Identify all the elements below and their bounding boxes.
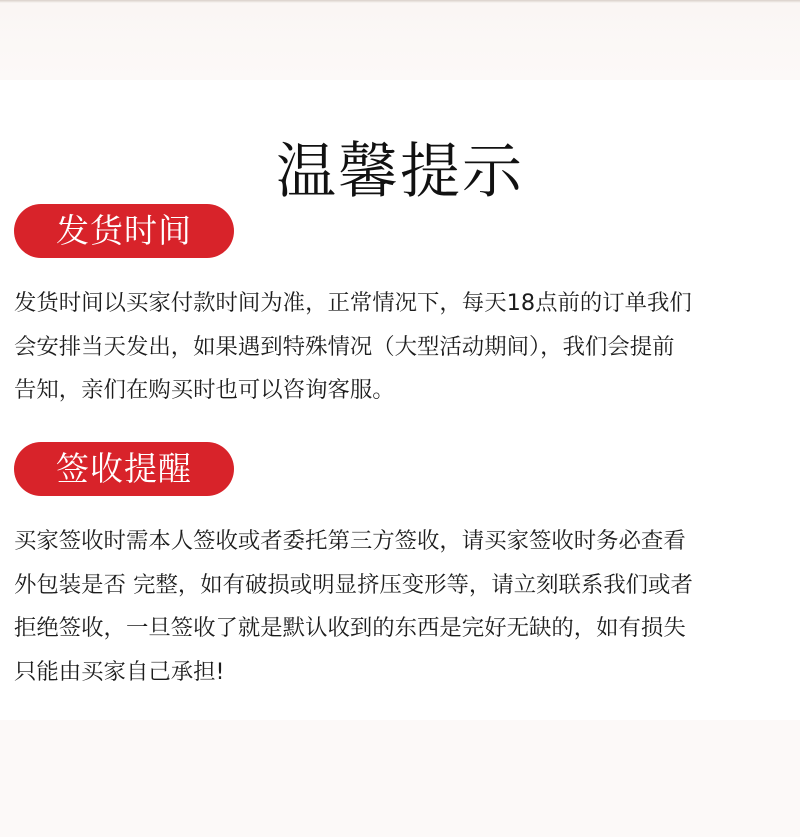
paragraph-line: 买家签收时需本人签收或者委托第三方签收，请买家签收时务必查看 <box>14 528 686 554</box>
top-border-strip <box>0 0 800 80</box>
page-title: 温馨提示 <box>276 137 524 208</box>
paragraph-line: 外包装是否 完整，如有破损或明显挤压变形等，请立刻联系我们或者 <box>14 571 693 598</box>
bottom-strip <box>0 720 800 837</box>
receipt-reminder-paragraph <box>14 520 794 694</box>
paragraph-line: 告知，亲们在购买时也可以咨询客服。 <box>14 377 395 403</box>
paragraph-line: 拒绝签收，一旦签收了就是默认收到的东西是完好无缺的，如有损失 <box>14 615 686 641</box>
section-heading-shipping-time: 发货时间 <box>14 204 234 258</box>
paragraph-line: 只能由买家自己承担! <box>14 658 225 685</box>
section-heading-receipt-reminder: 签收提醒 <box>14 442 234 496</box>
paragraph-line: 会安排当天发出，如果遇到特殊情况（大型活动期间），我们会提前 <box>14 333 675 360</box>
shipping-time-paragraph <box>14 282 794 413</box>
paragraph-line: 发货时间以买家付款时间为准，正常情况下，每天18点前的订单我们 <box>14 290 692 316</box>
